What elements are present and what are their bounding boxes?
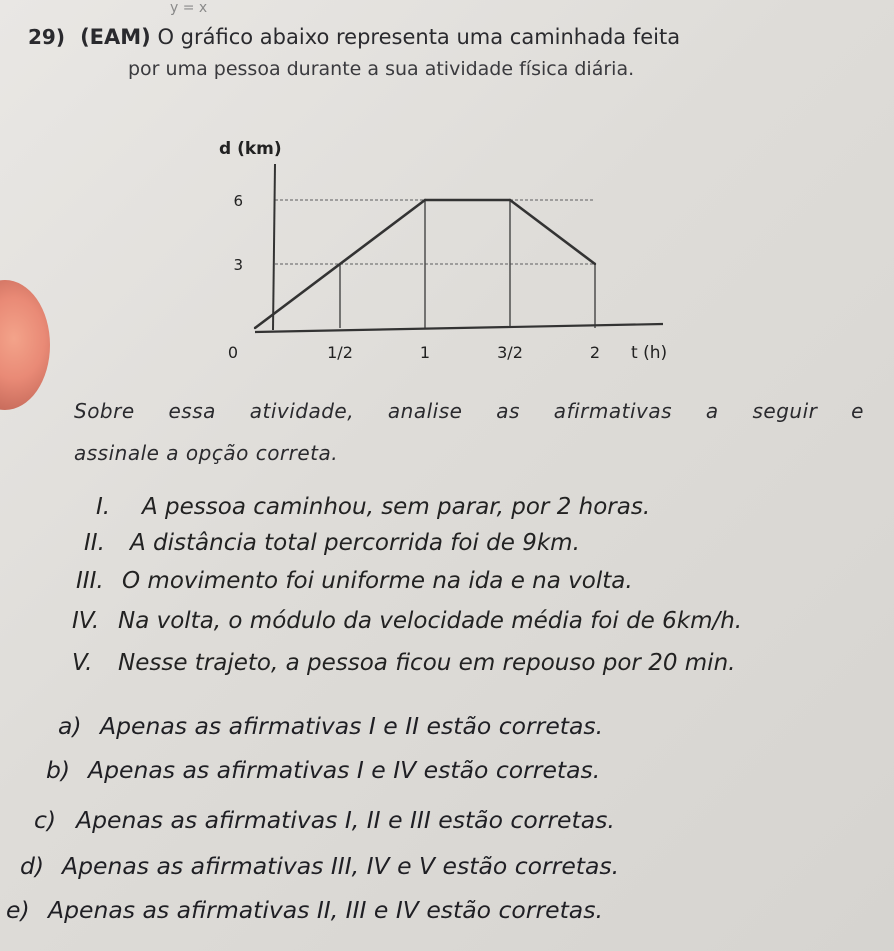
statement-4 — [72, 608, 742, 634]
option-d — [20, 852, 619, 880]
x-axis-label: t (h) — [631, 343, 668, 363]
distance-time-graph — [200, 130, 700, 380]
intro-line-2: assinale a opção correta. — [74, 441, 339, 465]
x-axis — [255, 324, 663, 332]
series-point — [424, 199, 426, 201]
x-tick-label: 0 — [227, 343, 239, 362]
statement-number: II. — [84, 530, 105, 556]
option-a — [58, 712, 603, 740]
statement-text: Nesse trajeto, a pessoa ficou em repouso por 20 min. — [118, 650, 736, 676]
option-letter: a) — [58, 712, 82, 740]
statement-number: V. — [72, 650, 93, 676]
statement-text: A pessoa caminhou, sem parar, por 2 horas. — [142, 494, 651, 520]
statement-2 — [84, 530, 580, 556]
question-number: 29) — [28, 25, 65, 49]
option-text: Apenas as afirmativas I, II e III estão corretas. — [76, 806, 615, 834]
statement-5 — [72, 650, 735, 676]
statement-number: III. — [76, 568, 104, 594]
x-tick-label: 2 — [589, 343, 601, 362]
option-text: Apenas as afirmativas II, III e IV estão corretas. — [48, 896, 603, 924]
statement-text: Na volta, o módulo da velocidade média foi de 6km/h. — [118, 608, 743, 634]
option-c — [34, 806, 615, 834]
series-point — [254, 327, 256, 329]
option-letter: c) — [34, 806, 57, 834]
y-axis — [273, 164, 275, 330]
y-axis-label: d (km) — [219, 139, 282, 159]
statement-3 — [76, 568, 633, 594]
x-tick-label: 1 — [419, 343, 431, 362]
question-title-line2: por uma pessoa durante a sua atividade física diária. — [128, 58, 635, 80]
series-point — [509, 199, 511, 201]
option-letter: d) — [20, 852, 45, 880]
question-header — [28, 22, 868, 52]
series-point — [594, 263, 596, 265]
statement-number: IV. — [72, 608, 100, 634]
intro-text — [74, 390, 864, 474]
option-text: Apenas as afirmativas I e II estão corretas. — [100, 712, 604, 740]
y-tick-label: 3 — [233, 256, 243, 274]
statement-text: O movimento foi uniforme na ida e na volta. — [122, 568, 633, 594]
intro-line-1: Sobre essa atividade, analise as afirmativas a seguir e — [74, 399, 864, 423]
top-cut-text: y = x — [170, 0, 208, 16]
x-tick-label: 3/2 — [497, 343, 523, 362]
statement-1 — [96, 494, 650, 520]
statement-number: I. — [96, 494, 111, 520]
option-text: Apenas as afirmativas III, IV e V estão corretas. — [62, 852, 620, 880]
option-b — [46, 756, 600, 784]
option-e — [6, 896, 603, 924]
graph-guides — [275, 200, 595, 328]
x-tick-label: 1/2 — [327, 343, 353, 362]
question-title — [80, 25, 680, 49]
finger-photo-artifact — [0, 280, 50, 410]
graph-axes — [255, 164, 663, 332]
y-tick-label: 6 — [233, 192, 243, 210]
option-text: Apenas as afirmativas I e IV estão corretas. — [88, 756, 601, 784]
question-title-line1: O gráfico abaixo representa uma caminhada feita — [157, 25, 681, 49]
option-letter: b) — [46, 756, 71, 784]
option-letter: e) — [6, 896, 30, 924]
statement-text: A distância total percorrida foi de 9km. — [130, 530, 580, 556]
question-source: (EAM) — [80, 25, 151, 49]
